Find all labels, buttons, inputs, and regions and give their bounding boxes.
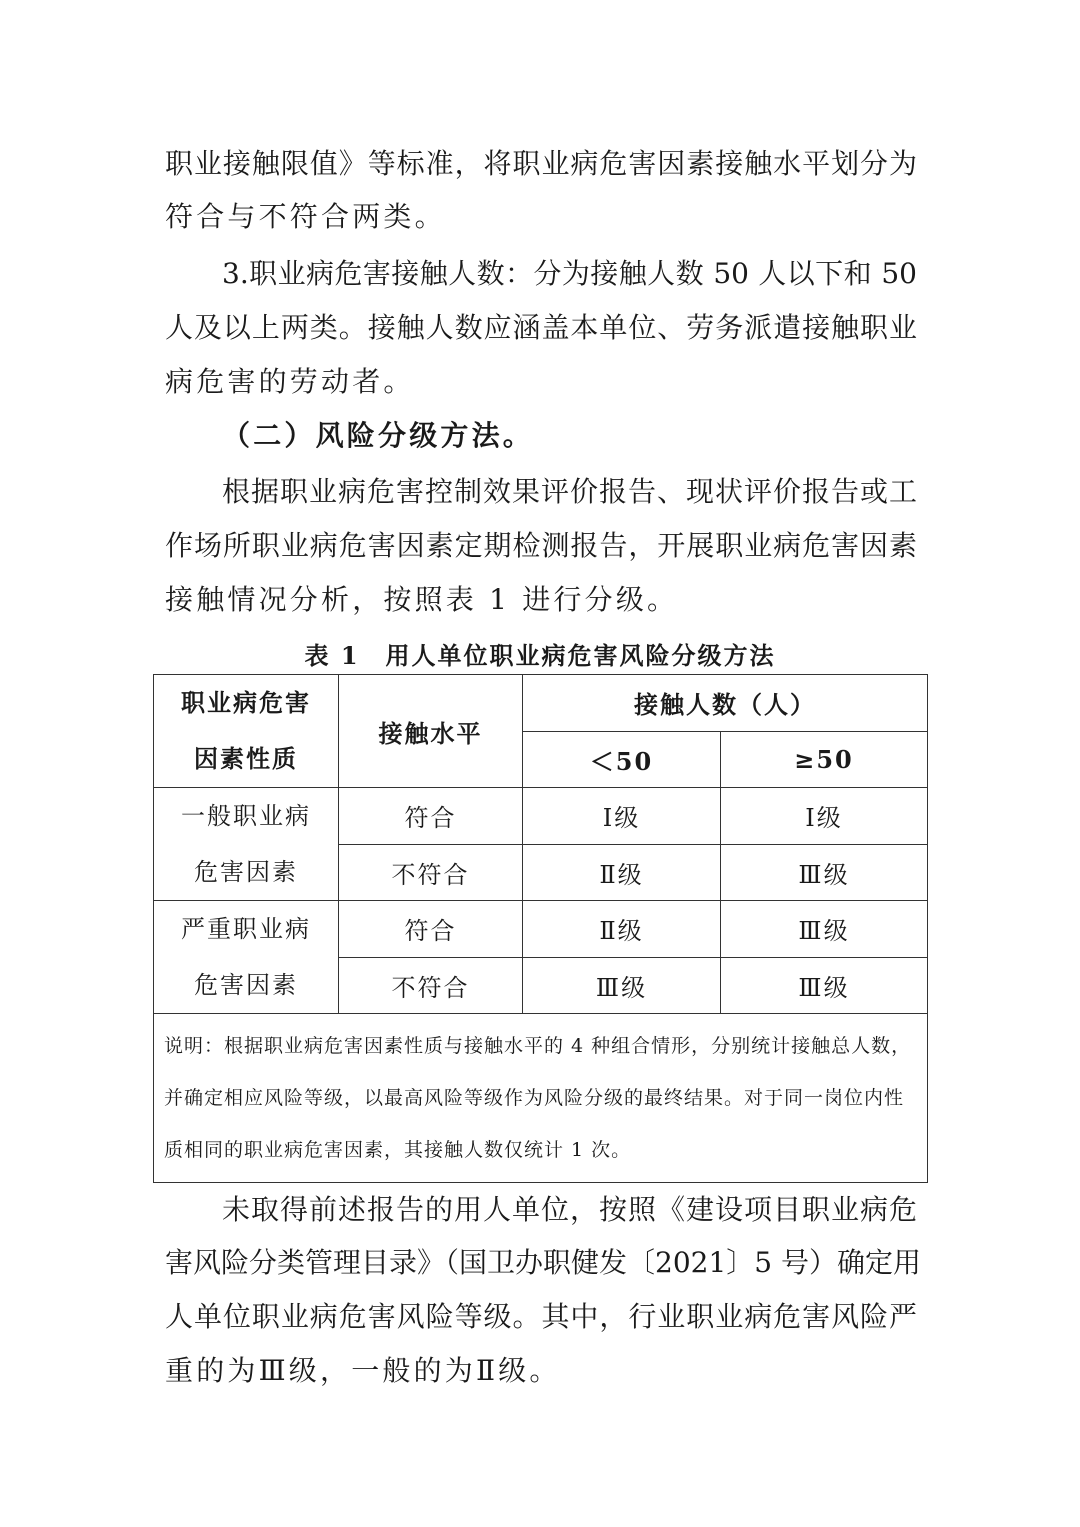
level-cell: 不符合 xyxy=(339,844,523,901)
paragraph-line: 符合与不符合两类。 xyxy=(165,200,446,233)
header-exposure-level: 接触水平 xyxy=(339,675,523,788)
table-caption: 表 1 用人单位职业病危害风险分级方法 xyxy=(304,641,776,670)
paragraph-line: 病危害的劳动者。 xyxy=(165,365,415,398)
factor-serious: 严重职业病 危害因素 xyxy=(154,901,339,1014)
grade-cell: Ⅲ级 xyxy=(523,957,721,1014)
grade-cell: Ⅰ级 xyxy=(523,788,721,845)
factor-general: 一般职业病 危害因素 xyxy=(154,788,339,901)
level-cell: 符合 xyxy=(339,901,523,958)
grade-cell: Ⅲ级 xyxy=(721,957,928,1014)
grade-cell: Ⅲ级 xyxy=(721,901,928,958)
paragraph-line: 接触情况分析，按照表 1 进行分级。 xyxy=(165,583,679,616)
paragraph-line: 根据职业病危害控制效果评价报告、现状评价报告或工 xyxy=(222,475,917,508)
paragraph-line: 人单位职业病危害风险等级。其中，行业职业病危害风险严 xyxy=(165,1300,917,1333)
paragraph-line: 作场所职业病危害因素定期检测报告，开展职业病危害因素 xyxy=(165,529,917,562)
grade-cell: Ⅱ级 xyxy=(523,901,721,958)
paragraph-line: 3.职业病危害接触人数：分为接触人数 50 人以下和 50 xyxy=(222,257,917,290)
level-cell: 符合 xyxy=(339,788,523,845)
table-note: 说明：根据职业病危害因素性质与接触水平的 4 种组合情形，分别统计接触总人数，并确定相应风险等级，以最高风险等级作为风险分级的最终结果。对于同一岗位内性质相同的职业病危害因素，其接触人数仅统计 1 次。 xyxy=(154,1014,928,1183)
table-row xyxy=(154,788,928,845)
level-cell: 不符合 xyxy=(339,957,523,1014)
paragraph-line: 未取得前述报告的用人单位，按照《建设项目职业病危 xyxy=(222,1193,917,1226)
header-exposure-count: 接触人数（人） xyxy=(523,675,928,732)
section-heading: （二）风险分级方法。 xyxy=(222,419,535,452)
grade-cell: Ⅲ级 xyxy=(721,844,928,901)
paragraph-line: 职业接触限值》等标准，将职业病危害因素接触水平划分为 xyxy=(165,147,917,180)
header-factor-nature: 职业病危害 因素性质 xyxy=(154,675,339,788)
header-ge50: ≥50 xyxy=(721,731,928,788)
grade-cell: Ⅱ级 xyxy=(523,844,721,901)
risk-classification-table xyxy=(153,674,928,1183)
paragraph-line: 害风险分类管理目录》（国卫办职健发〔2021〕5 号）确定用 xyxy=(165,1246,921,1279)
paragraph-line: 重的为Ⅲ级，一般的为Ⅱ级。 xyxy=(165,1354,561,1387)
paragraph-line: 人及以上两类。接触人数应涵盖本单位、劳务派遣接触职业 xyxy=(165,311,917,344)
table-row xyxy=(154,901,928,958)
header-lt50: ＜50 xyxy=(523,731,721,788)
grade-cell: Ⅰ级 xyxy=(721,788,928,845)
